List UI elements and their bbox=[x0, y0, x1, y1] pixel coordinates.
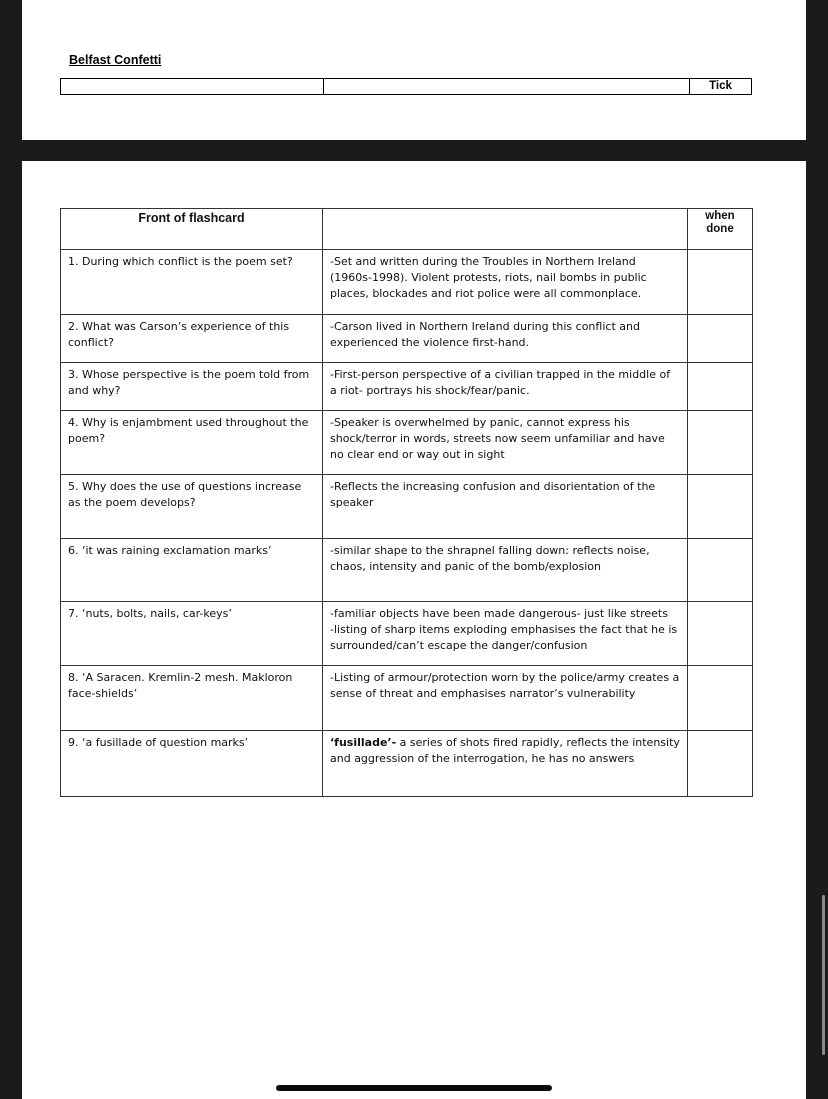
question-cell: 2. What was Carson’s experience of this conflict? bbox=[61, 315, 323, 363]
answer-cell: -Reflects the increasing confusion and disorientation of the speaker bbox=[323, 475, 688, 539]
answer-cell: -similar shape to the shrapnel falling down: reflects noise, chaos, intensity and panic of the bomb/explosion bbox=[323, 539, 688, 602]
table-header-row bbox=[61, 209, 753, 250]
answer-cell bbox=[323, 731, 688, 797]
tick-label: Tick bbox=[709, 80, 732, 92]
answer-cell: -Carson lived in Northern Ireland during this conflict and experienced the violence first-hand. bbox=[323, 315, 688, 363]
table-row bbox=[61, 475, 753, 539]
answer-cell: -First-person perspective of a civilian trapped in the middle of a riot- portrays his shock/fear/panic. bbox=[323, 363, 688, 411]
tick-cell[interactable] bbox=[688, 363, 753, 411]
table-row bbox=[61, 539, 753, 602]
tick-cell[interactable] bbox=[688, 411, 753, 475]
tick-cell[interactable] bbox=[688, 475, 753, 539]
col-header-question: Front of flashcard bbox=[61, 209, 323, 250]
question-cell: 6. ‘it was raining exclamation marks’ bbox=[61, 539, 323, 602]
answer-cell: -Speaker is overwhelmed by panic, cannot express his shock/terror in words, streets now seem unfamiliar and have no clear end or way out in sight bbox=[323, 411, 688, 475]
page-2 bbox=[22, 161, 806, 1099]
col-header-tick: when done bbox=[688, 209, 753, 250]
table-row bbox=[61, 731, 753, 797]
question-cell: 7. ‘nuts, bolts, nails, car-keys’ bbox=[61, 602, 323, 666]
header-cell-question bbox=[61, 79, 324, 94]
header-cell-answer bbox=[324, 79, 690, 94]
answer-cell: -Set and written during the Troubles in Northern Ireland (1960s-1998). Violent protests, riots, nail bombs in public places, blockades and riot police were all commonplace. bbox=[323, 250, 688, 315]
answer-cell bbox=[323, 602, 688, 666]
tick-cell[interactable] bbox=[688, 602, 753, 666]
question-cell: 5. Why does the use of questions increase as the poem develops? bbox=[61, 475, 323, 539]
question-cell: 3. Whose perspective is the poem told from and why? bbox=[61, 363, 323, 411]
home-indicator[interactable] bbox=[276, 1085, 552, 1091]
header-tick-row bbox=[60, 78, 752, 95]
table-row bbox=[61, 602, 753, 666]
answer-cell: -Listing of armour/protection worn by the police/army creates a sense of threat and emphasises narrator’s vulnerability bbox=[323, 666, 688, 731]
col-header-answer bbox=[323, 209, 688, 250]
page-1 bbox=[22, 0, 806, 140]
flashcard-table bbox=[60, 208, 753, 797]
answer-keyword: ‘fusillade’- bbox=[330, 736, 397, 749]
table-row bbox=[61, 666, 753, 731]
tick-cell[interactable] bbox=[688, 250, 753, 315]
tick-cell[interactable] bbox=[688, 539, 753, 602]
answer-text: a series of shots fired rapidly, reflects the intensity and aggression of the interrogation, he has no answers bbox=[330, 736, 680, 765]
tick-cell[interactable] bbox=[688, 315, 753, 363]
answer-line: -listing of sharp items exploding emphasises the fact that he is surrounded/can’t escape the danger/confusion bbox=[330, 623, 678, 652]
question-cell: 4. Why is enjambment used throughout the poem? bbox=[61, 411, 323, 475]
table-row bbox=[61, 363, 753, 411]
tick-cell[interactable] bbox=[688, 666, 753, 731]
document-title: Belfast Confetti bbox=[69, 53, 162, 67]
scrollbar[interactable] bbox=[822, 895, 825, 1055]
question-cell: 1. During which conflict is the poem set? bbox=[61, 250, 323, 315]
question-cell: 9. ‘a fusillade of question marks’ bbox=[61, 731, 323, 797]
question-cell: 8. ‘A Saracen. Kremlin-2 mesh. Makloron face-shields’ bbox=[61, 666, 323, 731]
tick-cell[interactable] bbox=[688, 731, 753, 797]
table-row bbox=[61, 411, 753, 475]
table-row bbox=[61, 315, 753, 363]
answer-line: -familiar objects have been made dangerous- just like streets bbox=[330, 607, 668, 620]
table-row bbox=[61, 250, 753, 315]
